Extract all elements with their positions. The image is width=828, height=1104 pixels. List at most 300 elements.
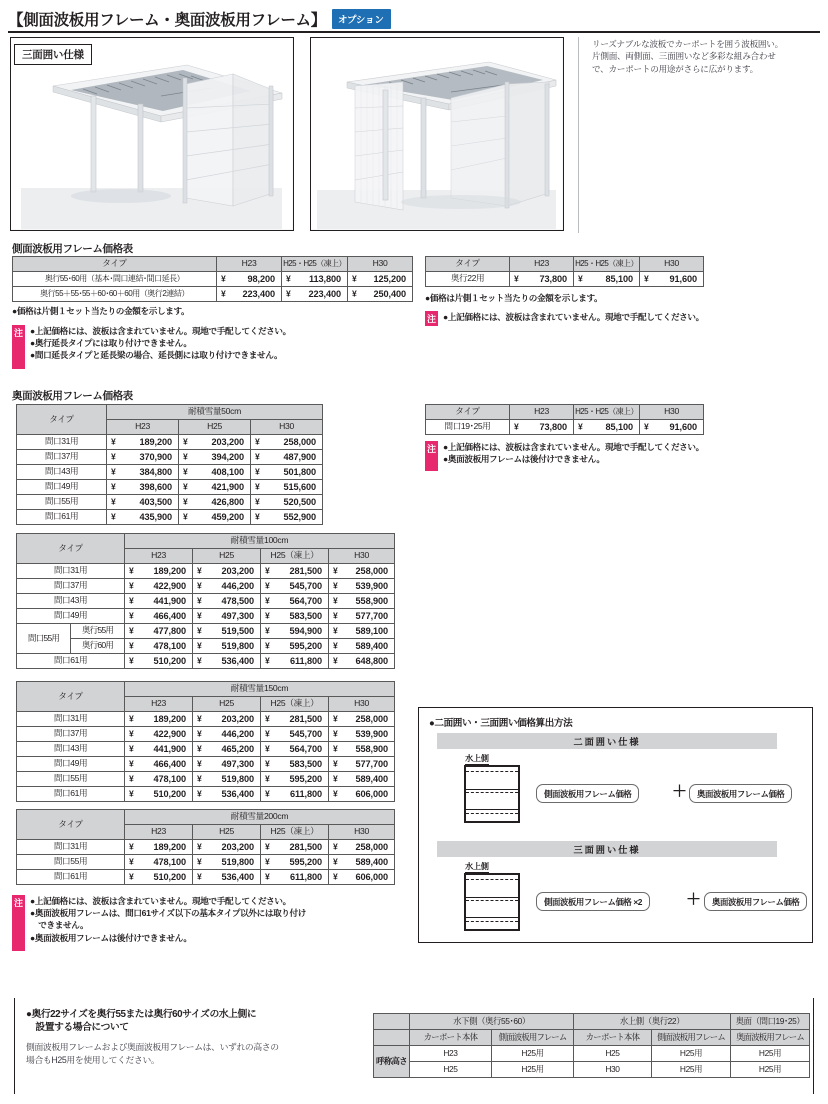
note-item: ●間口延長タイプと延長梁の場合、延長側には取り付けできません。 [30,350,283,361]
table-row [17,495,323,510]
yen-symbol: ¥ [129,758,134,769]
table-row [17,757,395,772]
yen-symbol: ¥ [265,856,270,867]
note-item: ●上記価格には、波板は含まれていません。現地で手配してください。 [443,312,704,322]
sub-header-carport-body: カーポート本体 [574,1030,652,1046]
cell-price: ¥ 466,400 [125,757,193,772]
yen-symbol: ¥ [265,580,270,591]
col-type: タイプ [13,257,217,272]
cell-h25: ¥ 223,400 [282,287,348,302]
yen-symbol: ¥ [333,655,338,666]
yen-symbol: ¥ [514,421,519,432]
col-h23: H23 [125,825,193,840]
two-side-plan-diagram [464,765,520,823]
cell-h23: ¥ 73,800 [510,272,574,287]
intro-line-1: リーズナブルな波板でカーポートを囲う波板囲い。 [592,39,783,49]
cell-price: ¥ 595,200 [261,772,329,787]
cell-h23: ¥ 223,400 [217,287,282,302]
note-list [30,325,412,362]
back-frame-1925-price-table [425,404,704,435]
row-type-merged: 間口55用 [17,624,71,654]
yen-symbol: ¥ [183,466,188,477]
table-row [13,287,413,302]
header-divider [8,31,820,33]
yen-symbol: ¥ [333,728,338,739]
yen-symbol: ¥ [183,496,188,507]
cell-h30: ¥ 125,200 [348,272,413,287]
yen-symbol: ¥ [129,788,134,799]
cell-price: ¥ 519,800 [193,639,261,654]
table-row [17,772,395,787]
yen-symbol: ¥ [129,743,134,754]
table-row [17,435,323,450]
col-h30: H30 [640,257,704,272]
col-h30: H30 [251,420,323,435]
yen-symbol: ¥ [578,273,583,284]
row-type: 間口37用 [17,727,125,742]
side-frame-22-notes [425,311,815,326]
carport-illustration-1 [11,38,292,229]
yen-symbol: ¥ [197,640,202,651]
table-row [17,510,323,525]
table-row [17,727,395,742]
table-row [17,564,395,579]
yen-symbol: ¥ [333,788,338,799]
col-h23: H23 [125,549,193,564]
note-item: ●上記価格には、波板は含まれていません。現地で手配してください。 [30,896,291,906]
sub-header-carport-body: カーポート本体 [410,1030,492,1046]
col-h25: H25・H25（凍上） [574,405,640,420]
cell-price: ¥ 497,300 [193,609,261,624]
row-type: 間口37用 [17,450,107,465]
cell-price: ¥ 203,200 [193,712,261,727]
col-type: タイプ [17,405,107,435]
yen-symbol: ¥ [333,713,338,724]
cell-h25: ¥ 113,800 [282,272,348,287]
yen-symbol: ¥ [111,496,116,507]
yen-symbol: ¥ [129,640,134,651]
col-h25: H25・H25（凍上） [574,257,640,272]
cell-price: ¥ 589,400 [329,639,395,654]
yen-symbol: ¥ [197,595,202,606]
two-side-plus-operator: ＋ [672,783,688,800]
row-type: 間口55用 [17,495,107,510]
yen-symbol: ¥ [333,773,338,784]
cell-price: ¥ 403,500 [107,495,179,510]
table-row [17,579,395,594]
table-row [17,450,323,465]
cell-price: ¥ 189,200 [125,564,193,579]
group-header-mizushimo: 水下側（奥行55･60） [410,1014,574,1030]
cell-value: H25用 [731,1062,810,1078]
row-type: 奥行55＋55･55＋60･60＋60用（奥行2連結） [13,287,217,302]
cell-price: ¥ 577,700 [329,757,395,772]
cell-price: ¥ 595,200 [261,639,329,654]
table-header-row [13,257,413,272]
cell-price: ¥ 497,300 [193,757,261,772]
yen-symbol: ¥ [111,451,116,462]
cell-price: ¥ 594,900 [261,624,329,639]
yen-symbol: ¥ [197,713,202,724]
row-subtype: 奥行60用 [71,639,125,654]
cell-value: H25用 [731,1046,810,1062]
table-row [17,480,323,495]
cell-price: ¥ 189,200 [125,840,193,855]
table-header-row [17,534,395,549]
three-side-pill-back-frame: 奥面波板用フレーム価格 [704,892,807,911]
two-side-pill-side-frame: 側面波板用フレーム価格 [536,784,639,803]
back-frame-1925-notes [425,441,815,471]
table-row [17,712,395,727]
table-row [17,594,395,609]
cell-price: ¥ 466,400 [125,609,193,624]
note-list [30,895,412,944]
yen-symbol: ¥ [197,728,202,739]
row-type: 間口55用 [17,772,125,787]
yen-symbol: ¥ [111,511,116,522]
cell-value: H25用 [492,1062,574,1078]
cell-price: ¥ 435,900 [107,510,179,525]
table-header-row [426,405,704,420]
row-type: 間口49用 [17,480,107,495]
cell-value: H25用 [652,1062,731,1078]
cell-price: ¥ 515,600 [251,480,323,495]
cell-price: ¥ 370,900 [107,450,179,465]
yen-symbol: ¥ [221,288,226,299]
group-header-snow: 耐積雪量100cm [125,534,395,549]
yen-symbol: ¥ [265,640,270,651]
yen-symbol: ¥ [129,580,134,591]
yen-symbol: ¥ [197,758,202,769]
yen-symbol: ¥ [352,273,357,284]
yen-symbol: ¥ [183,451,188,462]
cell-price: ¥ 589,400 [329,772,395,787]
yen-symbol: ¥ [255,481,260,492]
back-frame-table-200cm [16,809,395,885]
three-side-plan-diagram [464,873,520,931]
row-label-height: 呼称高さ [374,1046,410,1078]
side-frame-section-title: 側面波板用フレーム価格表 [12,243,133,255]
yen-symbol: ¥ [333,841,338,852]
row-type: 間口61用 [17,870,125,885]
yen-symbol: ¥ [644,421,649,432]
table-header-row [374,1014,810,1030]
cell-price: ¥ 583,500 [261,609,329,624]
cell-price: ¥ 536,400 [193,654,261,669]
col-type: タイプ [426,257,510,272]
yen-symbol: ¥ [514,273,519,284]
yen-symbol: ¥ [265,758,270,769]
group-header-snow: 耐積雪量50cm [107,405,323,420]
group-header-mizukami: 水上側（奥行22） [574,1014,731,1030]
photo-caption-three-side: 三面囲い仕様 [14,44,92,65]
col-h25: H25 [193,825,261,840]
yen-symbol: ¥ [644,273,649,284]
yen-symbol: ¥ [578,421,583,432]
height-designation-table [373,1013,810,1078]
intro-line-2: 片側面、両側面、三面囲いなど多彩な組み合わせ [592,51,776,62]
carport-three-side-photo [310,37,564,231]
group-header-snow: 耐積雪量200cm [125,810,395,825]
cell-price: ¥ 564,700 [261,742,329,757]
col-type: タイプ [17,534,125,564]
note-list [443,441,815,465]
table-row [17,742,395,757]
cell-price: ¥ 203,200 [193,840,261,855]
yen-symbol: ¥ [221,273,226,284]
cell-price: ¥ 441,900 [125,594,193,609]
yen-symbol: ¥ [255,496,260,507]
table-row [17,840,395,855]
row-type: 間口31用 [17,564,125,579]
table-row [374,1062,810,1078]
corner-cell [374,1014,410,1030]
sub-header-back-frame: 奥面波板用フレーム [731,1030,810,1046]
yen-symbol: ¥ [265,728,270,739]
cell-price: ¥ 519,800 [193,855,261,870]
table-row [17,787,395,802]
note-tag: 注 [12,325,25,369]
col-h25-frost: H25（凍上） [261,697,329,712]
yen-symbol: ¥ [333,758,338,769]
col-h30: H30 [329,549,395,564]
col-type: タイプ [17,810,125,840]
cell-price: ¥ 189,200 [125,712,193,727]
cell-h30: ¥ 91,600 [640,420,704,435]
cell-price: ¥ 394,200 [179,450,251,465]
row-type: 間口61用 [17,654,125,669]
two-side-mizukami-label: 水上側 [465,754,489,763]
yen-symbol: ¥ [197,743,202,754]
yen-symbol: ¥ [255,436,260,447]
cell-price: ¥ 595,200 [261,855,329,870]
cell-h23: ¥ 98,200 [217,272,282,287]
note-item: ●上記価格には、波板は含まれていません。現地で手配してください。 [443,442,704,452]
cell-price: ¥ 519,500 [193,624,261,639]
note-item: ●奥面波板用フレームは、間口61サイズ以下の基本タイプ以外には取り付け [30,908,307,919]
bottom-heading-line-2: 設置する場合について [26,1022,129,1034]
row-type: 間口31用 [17,435,107,450]
yen-symbol: ¥ [265,841,270,852]
note-list [443,311,815,323]
cell-price: ¥ 258,000 [329,564,395,579]
cell-price: ¥ 564,700 [261,594,329,609]
table-header-row [17,405,323,420]
cell-price: ¥ 536,400 [193,787,261,802]
back-frame-table-150cm [16,681,395,802]
row-subtype: 奥行55用 [71,624,125,639]
cell-price: ¥ 577,700 [329,609,395,624]
sub-header-side-frame: 側面波板用フレーム [652,1030,731,1046]
cell-price: ¥ 558,900 [329,594,395,609]
yen-symbol: ¥ [197,625,202,636]
yen-symbol: ¥ [129,565,134,576]
cell-price: ¥ 611,800 [261,870,329,885]
row-type: 間口43用 [17,742,125,757]
yen-symbol: ¥ [265,871,270,882]
row-type: 間口43用 [17,594,125,609]
yen-symbol: ¥ [333,743,338,754]
col-h23: H23 [107,420,179,435]
intro-line-3: で、カーポートの用途がさらに広がります。 [592,63,759,74]
cell-value: H30 [574,1062,652,1078]
yen-symbol: ¥ [352,288,357,299]
cell-price: ¥ 398,600 [107,480,179,495]
col-h30: H30 [640,405,704,420]
back-frame-table-50cm [16,404,323,525]
cell-price: ¥ 446,200 [193,579,261,594]
calc-panel-title: ●二面囲い・三面囲い価格算出方法 [429,718,573,729]
cell-price: ¥ 501,800 [251,465,323,480]
col-h30: H30 [348,257,413,272]
yen-symbol: ¥ [111,466,116,477]
yen-symbol: ¥ [333,595,338,606]
col-h25: H25・H25（凍上） [282,257,348,272]
note-tag: 注 [12,895,25,951]
table-row [17,465,323,480]
yen-symbol: ¥ [333,871,338,882]
cell-value: H23 [410,1046,492,1062]
carport-side-panel-photo [10,37,294,231]
cell-price: ¥ 258,000 [251,435,323,450]
yen-symbol: ¥ [197,841,202,852]
yen-symbol: ¥ [333,640,338,651]
note-item: ●奥行延長タイプには取り付けできません。 [30,338,192,349]
cell-price: ¥ 606,000 [329,787,395,802]
col-h23: H23 [510,257,574,272]
cell-price: ¥ 478,100 [125,772,193,787]
col-h23: H23 [217,257,282,272]
yen-symbol: ¥ [333,856,338,867]
row-type: 間口31用 [17,712,125,727]
cell-price: ¥ 408,100 [179,465,251,480]
cell-value: H25 [574,1046,652,1062]
note-item: ●上記価格には、波板は含まれていません。現地で手配してください。 [30,326,291,336]
yen-symbol: ¥ [197,655,202,666]
note-item: ●奥面波板用フレームは後付けできません。 [30,932,192,943]
cell-price: ¥ 426,800 [179,495,251,510]
table-header-row [17,682,395,697]
cell-price: ¥ 258,000 [329,840,395,855]
cell-price: ¥ 258,000 [329,712,395,727]
table-row [374,1046,810,1062]
cell-price: ¥ 611,800 [261,787,329,802]
yen-symbol: ¥ [197,788,202,799]
cell-price: ¥ 441,900 [125,742,193,757]
row-type: 間口55用 [17,855,125,870]
row-type: 間口37用 [17,579,125,594]
table-row [17,639,395,654]
cell-price: ¥ 510,200 [125,870,193,885]
group-header-snow: 耐積雪量150cm [125,682,395,697]
row-type: 奥行22用 [426,272,510,287]
cell-price: ¥ 422,900 [125,579,193,594]
cell-price: ¥ 589,100 [329,624,395,639]
cell-price: ¥ 510,200 [125,654,193,669]
back-frame-section-title: 奥面波板用フレーム価格表 [12,390,133,402]
cell-h30: ¥ 91,600 [640,272,704,287]
yen-symbol: ¥ [197,565,202,576]
yen-symbol: ¥ [111,481,116,492]
row-type: 奥行55･60用（基本･間口連結･間口延長） [13,272,217,287]
yen-symbol: ¥ [255,466,260,477]
yen-symbol: ¥ [286,288,291,299]
table-row [426,272,704,287]
two-side-pill-back-frame: 奥面波板用フレーム価格 [689,784,792,803]
cell-price: ¥ 478,100 [125,639,193,654]
yen-symbol: ¥ [129,871,134,882]
row-type: 間口61用 [17,787,125,802]
bottom-heading-line-1: ●奥行22サイズを奥行55または奥行60サイズの水上側に [26,1009,257,1020]
cell-price: ¥ 478,100 [125,855,193,870]
cell-price: ¥ 421,900 [179,480,251,495]
yen-symbol: ¥ [265,565,270,576]
cell-price: ¥ 510,200 [125,787,193,802]
yen-symbol: ¥ [183,481,188,492]
row-type: 間口49用 [17,757,125,772]
yen-symbol: ¥ [129,773,134,784]
note-item: できません。 [30,920,89,931]
cell-price: ¥ 281,500 [261,712,329,727]
cell-price: ¥ 422,900 [125,727,193,742]
cell-price: ¥ 611,800 [261,654,329,669]
col-h23: H23 [125,697,193,712]
cell-h25: ¥ 85,100 [574,420,640,435]
table-row [17,654,395,669]
yen-symbol: ¥ [265,595,270,606]
yen-symbol: ¥ [129,655,134,666]
table-row [17,870,395,885]
intro-description [592,38,822,75]
yen-symbol: ¥ [265,773,270,784]
table-header-row [17,810,395,825]
cell-price: ¥ 545,700 [261,727,329,742]
col-h25: H25 [179,420,251,435]
bottom-heading [26,1008,376,1034]
back-frame-table-100cm [16,533,395,669]
yen-symbol: ¥ [197,871,202,882]
cell-price: ¥ 459,200 [179,510,251,525]
row-type: 間口49用 [17,609,125,624]
cell-price: ¥ 648,800 [329,654,395,669]
row-type: 間口19･25用 [426,420,510,435]
side-frame-notes [12,325,412,369]
yen-symbol: ¥ [255,451,260,462]
col-h23: H23 [510,405,574,420]
three-side-band: 三面囲い仕様 [437,841,777,857]
cell-price: ¥ 583,500 [261,757,329,772]
two-side-band: 二面囲い仕様 [437,733,777,749]
cell-price: ¥ 487,900 [251,450,323,465]
table-row [13,272,413,287]
three-side-mizukami-label: 水上側 [465,862,489,871]
carport-illustration-2 [311,38,562,229]
intro-divider [578,37,579,233]
yen-symbol: ¥ [129,713,134,724]
bottom-sub-line-1: 側面波板用フレームおよび奥面波板用フレームは、いずれの高さの [26,1042,279,1052]
sub-header-side-frame: 側面波板用フレーム [492,1030,574,1046]
cell-price: ¥ 465,200 [193,742,261,757]
back-frame-notes [12,895,412,951]
group-header-okumen: 奥面（間口19･25） [731,1014,810,1030]
col-h25: H25 [193,697,261,712]
yen-symbol: ¥ [265,788,270,799]
bottom-subtext [26,1041,376,1067]
cell-price: ¥ 606,000 [329,870,395,885]
yen-symbol: ¥ [183,436,188,447]
yen-symbol: ¥ [265,655,270,666]
side-frame-price-note: ●価格は片側１セット当たりの金額を示します。 [12,306,190,316]
